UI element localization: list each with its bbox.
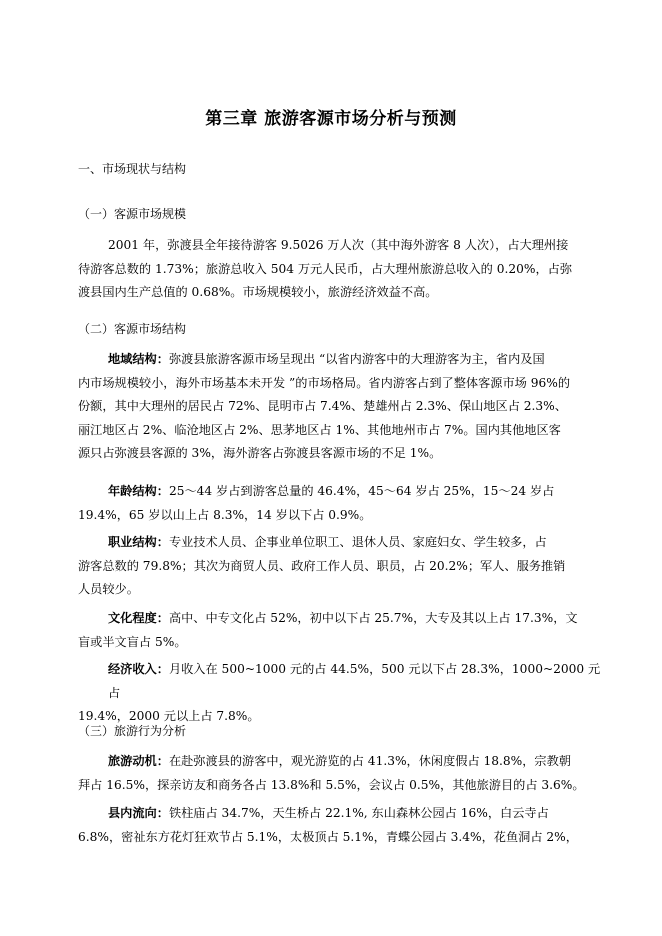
paragraph-age: 年龄结构：25～44 岁占到游客总量的 46.4%，45～64 岁占 25%，15～24 岁占 19.4%，65 岁以山上占 8.3%，14 岁以下占 0.9%。 [78,484,555,522]
subsection-heading-behavior: （三）旅游行为分析 [78,724,187,738]
paragraph-region: 地域结构：弥渡县旅游客源市场呈现出 “以省内游客中的大理游客为主，省内及国 内市场规模较小，海外市场基本未开发 ”的市场格局。省内游客占到了整体客源市场 96%的 份额，其中大理州的居民占 72%、昆明市占 7.4%、楚雄州占 2.3%、保山地区占 2.3%、 丽江地区占 2%、临沧地区占 2%、思茅地区占 1%、其他地州市占 7%。国内其他地区客 源只占弥渡县客源的 3%，海外游客占弥渡县客源市场的不足 1%。 [78,352,571,460]
paragraph-job: 职业结构：专业技术人员、企事业单位职工、退休人员、家庭妇女、学生较多，占 游客总数的 79.8%；其次为商贸人员、政府工作人员、职员，占 20.2%；军人、服务推销 人员较少。 [78,535,566,596]
label-income: 经济收入： [108,662,169,676]
paragraph-market-scale: 2001 年，弥渡县全年接待游客 9.5026 万人次（其中海外游客 8 人次），占大理州接 待游客总数的 1.73%；旅游总收入 504 万元人民币，占大理州旅游总收入的 0.20%，占弥 渡县国内生产总值的 0.68%。市场规模较小，旅游经济效益不高。 [78,238,573,299]
subsection-heading-structure: （二）客源市场结构 [78,322,187,336]
label-region: 地域结构： [108,352,169,366]
label-motive: 旅游动机： [108,754,169,768]
chapter-title: 第三章 旅游客源市场分析与预测 [205,109,457,129]
section-heading: 一、市场现状与结构 [78,162,187,176]
paragraph-education: 文化程度：高中、中专文化占 52%，初中以下占 25.7%，大专及其以上占 17.3%，文 盲或半文盲占 5%。 [78,611,578,649]
label-job: 职业结构： [108,535,169,549]
paragraph-flow: 县内流向：铁柱庙占 34.7%，天生桥占 22.1%, 东山森林公园占 16%，白云寺占 6.8%，密祉东方花灯狂欢节占 5.1%，太极顶占 5.1%，青蝶公园占 3.4%，花鱼洞占 2%， [78,806,578,844]
label-education: 文化程度： [108,611,169,625]
subsection-heading-scale: （一）客源市场规模 [78,207,187,221]
label-age: 年龄结构： [108,484,169,498]
paragraph-motive: 旅游动机：在赴弥渡县的游客中，观光游览的占 41.3%，休闲度假占 18.8%，宗教朝 拜占 16.5%，探亲访友和商务各占 13.8%和 5.5%，会议占 0.5%，其他旅游目的占 3.6%。 [78,754,585,792]
paragraph-income: 经济收入：月收入在 500~1000 元的占 44.5%，500 元以下占 28.3%，1000~2000 元占 19.4%，2000 元以上占 7.8%。 [78,662,601,723]
label-flow: 县内流向： [108,806,169,820]
